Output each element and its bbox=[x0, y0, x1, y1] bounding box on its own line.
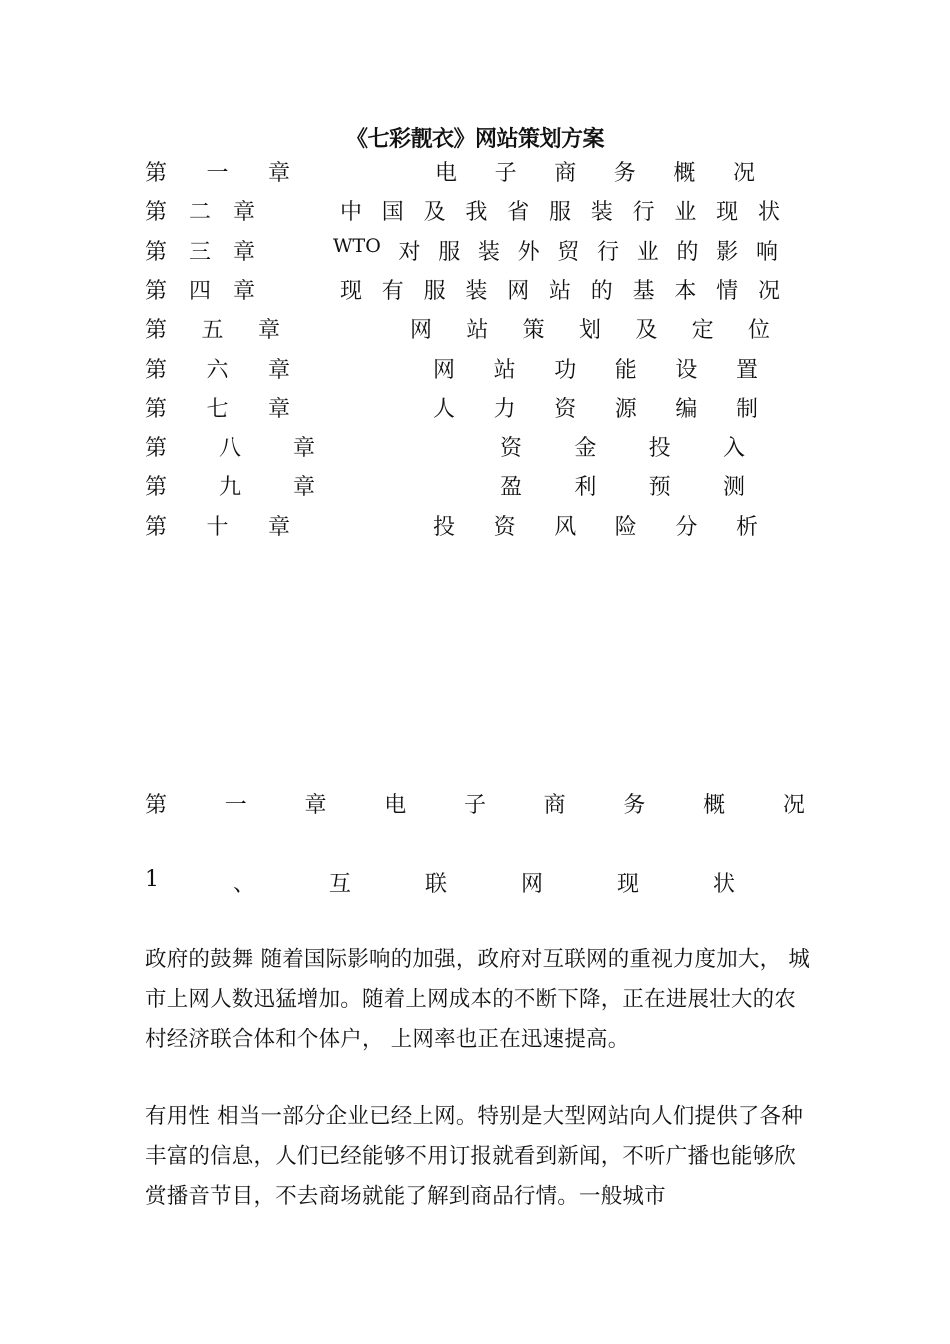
toc-chapter-title bbox=[410, 313, 770, 344]
character: 资 bbox=[554, 396, 577, 422]
character: 我 bbox=[465, 200, 488, 226]
toc-chapter-title bbox=[340, 195, 780, 226]
paragraph: 政府的鼓舞 随着国际影响的加强，政府对互联网的重视力度加大， 城市上网人数迅猛增加。随着上网成本的不断下降，正在进展壮大的农村经济联合体和个体户， 上网率也正在迅速提高。 bbox=[145, 947, 811, 1052]
character: 站 bbox=[493, 357, 516, 383]
toc-row bbox=[145, 510, 785, 546]
character: 装 bbox=[477, 239, 500, 265]
character: 现 bbox=[616, 872, 639, 897]
toc-row bbox=[145, 392, 785, 428]
character: 基 bbox=[632, 278, 655, 304]
character: 对 bbox=[398, 239, 421, 265]
character: 一 bbox=[224, 793, 247, 818]
character: 章 bbox=[292, 436, 315, 462]
character: 子 bbox=[463, 793, 486, 818]
character: 章 bbox=[267, 161, 290, 186]
character: 况 bbox=[757, 278, 780, 304]
character: 中 bbox=[340, 200, 363, 226]
character: 网 bbox=[507, 278, 530, 304]
character: 第 bbox=[145, 396, 168, 422]
toc-row bbox=[145, 195, 785, 231]
character: 四 bbox=[188, 278, 211, 304]
character: 预 bbox=[648, 475, 671, 501]
toc-chapter-number bbox=[145, 195, 255, 226]
character: 站 bbox=[466, 318, 489, 344]
character: 概 bbox=[673, 161, 696, 186]
character: 章 bbox=[232, 200, 255, 226]
character: 利 bbox=[574, 475, 597, 501]
character: 析 bbox=[735, 514, 758, 540]
character: 贸 bbox=[557, 239, 580, 265]
character: 定 bbox=[691, 318, 714, 344]
character: 划 bbox=[578, 318, 601, 344]
character: 第 bbox=[145, 793, 168, 818]
toc-row bbox=[145, 353, 785, 389]
character: 的 bbox=[590, 278, 613, 304]
character: 章 bbox=[267, 357, 290, 383]
character: WTO bbox=[333, 234, 381, 257]
toc-chapter-title bbox=[333, 235, 778, 266]
character: 章 bbox=[304, 793, 327, 818]
toc-chapter-title bbox=[500, 470, 745, 501]
toc-row bbox=[145, 431, 785, 467]
character: 影 bbox=[716, 239, 739, 265]
toc-chapter-title bbox=[433, 510, 758, 541]
character: 三 bbox=[188, 239, 211, 265]
character: 金 bbox=[574, 436, 597, 462]
character: 响 bbox=[755, 239, 778, 265]
character: 及 bbox=[423, 200, 446, 226]
toc-row bbox=[145, 235, 785, 271]
character: 九 bbox=[218, 475, 241, 501]
character: 设 bbox=[675, 357, 698, 383]
character: 位 bbox=[747, 318, 770, 344]
character: 资 bbox=[493, 514, 516, 540]
character: 状 bbox=[757, 200, 780, 226]
toc-chapter-number bbox=[145, 274, 255, 305]
character: 七 bbox=[206, 396, 229, 422]
character: 章 bbox=[267, 396, 290, 422]
toc-chapter-number bbox=[145, 431, 315, 462]
character: 章 bbox=[232, 278, 255, 304]
character: 编 bbox=[675, 396, 698, 422]
character: 行 bbox=[632, 200, 655, 226]
character: 资 bbox=[500, 436, 523, 462]
character: 章 bbox=[257, 318, 280, 344]
character: 概 bbox=[703, 793, 726, 818]
toc-chapter-title bbox=[500, 431, 745, 462]
character: 况 bbox=[732, 161, 755, 186]
character: 业 bbox=[674, 200, 697, 226]
character: 服 bbox=[548, 200, 571, 226]
character: 装 bbox=[465, 278, 488, 304]
character: 第 bbox=[145, 200, 168, 226]
toc-chapter-title bbox=[433, 353, 758, 384]
character: 服 bbox=[423, 278, 446, 304]
toc-chapter-title bbox=[340, 274, 780, 305]
character: 及 bbox=[635, 318, 658, 344]
character: 分 bbox=[675, 514, 698, 540]
page-title: 《七彩靓衣》网站策划方案 bbox=[345, 127, 604, 152]
toc-chapter-number bbox=[145, 156, 290, 187]
character: 子 bbox=[494, 161, 517, 186]
character: 联 bbox=[424, 872, 447, 897]
paragraph: 有用性 相当一部分企业已经上网。特别是大型网站向人们提供了各种丰富的信息，人们已经能够不用订报就看到新闻，不听广播也能够欣赏播音节目，不去商场就能了解到商品行情。一般城市 bbox=[145, 1104, 804, 1209]
character: 章 bbox=[292, 475, 315, 501]
character: 二 bbox=[188, 200, 211, 226]
character: 、 bbox=[232, 872, 255, 897]
character: 第 bbox=[145, 357, 168, 383]
character: 况 bbox=[782, 793, 805, 818]
character: 网 bbox=[410, 318, 433, 344]
character: 人 bbox=[433, 396, 456, 422]
toc-chapter-number bbox=[145, 392, 290, 423]
toc-chapter-number bbox=[145, 470, 315, 501]
character: 现 bbox=[716, 200, 739, 226]
character: 互 bbox=[328, 872, 351, 897]
character: 险 bbox=[614, 514, 637, 540]
character: 制 bbox=[735, 396, 758, 422]
toc-row bbox=[145, 274, 785, 310]
toc-chapter-title bbox=[433, 392, 758, 423]
character: 服 bbox=[438, 239, 461, 265]
character: 六 bbox=[206, 357, 229, 383]
character: 商 bbox=[543, 793, 566, 818]
character: 投 bbox=[648, 436, 671, 462]
character: 商 bbox=[554, 161, 577, 186]
character: 行 bbox=[597, 239, 620, 265]
character: 第 bbox=[145, 436, 168, 462]
section-heading bbox=[145, 867, 735, 898]
character: 有 bbox=[381, 278, 404, 304]
character: 网 bbox=[520, 872, 543, 897]
toc-row bbox=[145, 156, 785, 192]
character: 第 bbox=[145, 514, 168, 540]
character: 策 bbox=[522, 318, 545, 344]
character: 网 bbox=[433, 357, 456, 383]
character: 十 bbox=[206, 514, 229, 540]
character: 省 bbox=[507, 200, 530, 226]
toc-row bbox=[145, 470, 785, 506]
character: 五 bbox=[201, 318, 224, 344]
character: 第 bbox=[145, 161, 168, 186]
character: 置 bbox=[735, 357, 758, 383]
character: 功 bbox=[554, 357, 577, 383]
toc-chapter-number bbox=[145, 353, 290, 384]
character: 业 bbox=[636, 239, 659, 265]
character: 测 bbox=[722, 475, 745, 501]
character: 盈 bbox=[500, 475, 523, 501]
toc-row bbox=[145, 313, 785, 349]
toc-chapter-title bbox=[435, 156, 755, 187]
character: 章 bbox=[267, 514, 290, 540]
character: 风 bbox=[554, 514, 577, 540]
toc-chapter-number bbox=[145, 313, 280, 344]
character: 外 bbox=[517, 239, 540, 265]
character: 第 bbox=[145, 475, 168, 501]
toc-chapter-number bbox=[145, 510, 290, 541]
character: 现 bbox=[340, 278, 363, 304]
character: 投 bbox=[433, 514, 456, 540]
character: 的 bbox=[676, 239, 699, 265]
character: 章 bbox=[232, 239, 255, 265]
character: 电 bbox=[435, 161, 458, 186]
character: 能 bbox=[614, 357, 637, 383]
character: 务 bbox=[613, 161, 636, 186]
character: 一 bbox=[206, 161, 229, 186]
character: 状 bbox=[712, 872, 735, 897]
character: 务 bbox=[623, 793, 646, 818]
character: 八 bbox=[218, 436, 241, 462]
character: 1 bbox=[145, 867, 159, 892]
character: 电 bbox=[384, 793, 407, 818]
character: 第 bbox=[145, 318, 168, 344]
character: 国 bbox=[381, 200, 404, 226]
character: 力 bbox=[493, 396, 516, 422]
character: 第 bbox=[145, 278, 168, 304]
character: 装 bbox=[590, 200, 613, 226]
character: 第 bbox=[145, 239, 168, 265]
chapter-heading bbox=[145, 788, 805, 819]
character: 情 bbox=[716, 278, 739, 304]
character: 源 bbox=[614, 396, 637, 422]
toc-chapter-number bbox=[145, 235, 255, 266]
character: 本 bbox=[674, 278, 697, 304]
character: 站 bbox=[548, 278, 571, 304]
character: 入 bbox=[722, 436, 745, 462]
